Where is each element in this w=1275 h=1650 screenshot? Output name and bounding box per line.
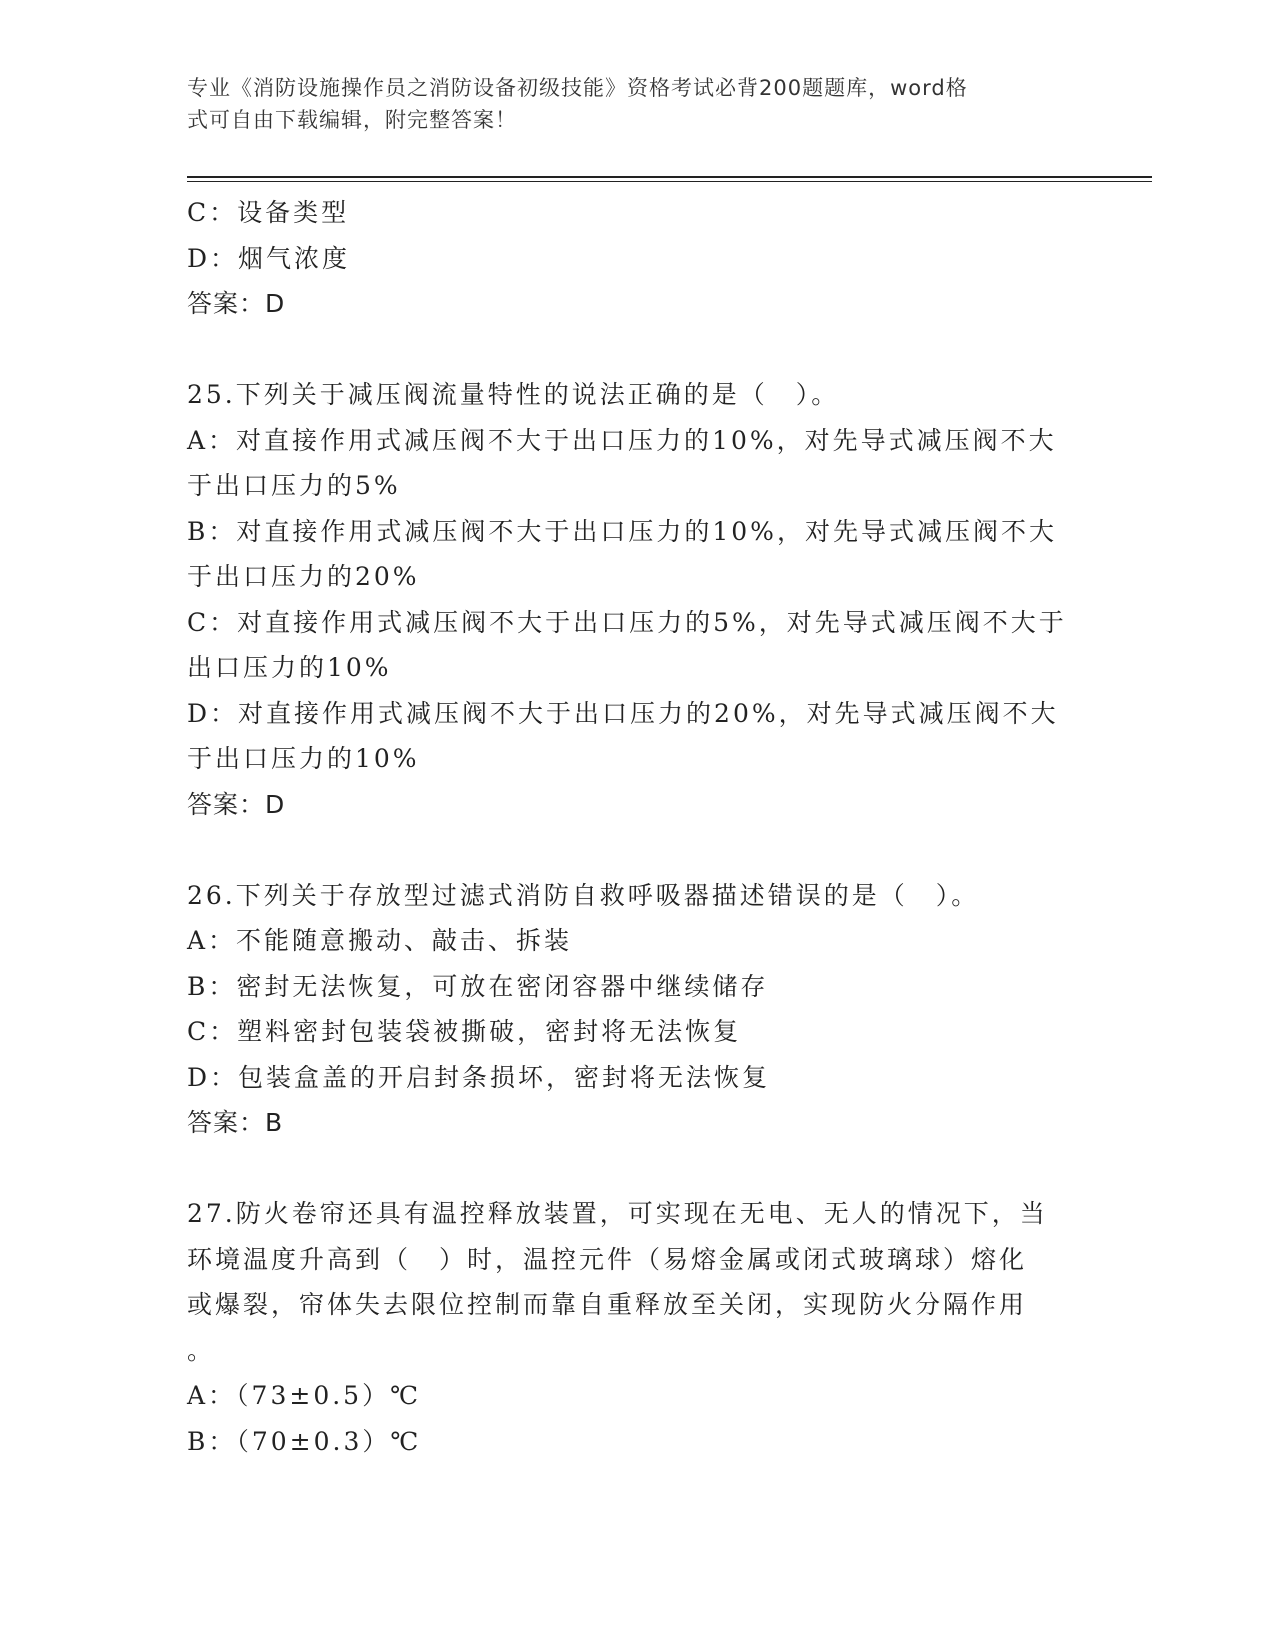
q25-option-a-line-1: A：对直接作用式减压阀不大于出口压力的10%，对先导式减压阀不大 [187,425,1057,455]
q25-option-d-line-2: 于出口压力的10% [187,744,420,773]
question-27 [187,1191,1087,1464]
q27-option-a: A：（73±0.5）℃ [187,1381,422,1410]
document-header [187,72,1067,136]
q26-option-b: B：密封无法恢复，可放在密闭容器中继续储存 [187,971,769,1001]
spacer [187,327,1087,373]
q26-option-d: D：包装盒盖的开启封条损坏，密封将无法恢复 [187,1062,771,1092]
q27-stem-line-3: 或爆裂，帘体失去限位控制而靠自重释放至关闭，实现防火分隔作用 [187,1290,1028,1319]
q25-option-a-line-2: 于出口压力的5% [187,471,401,500]
q24-option-c: C：设备类型 [187,198,350,227]
spacer [187,827,1087,873]
question-24-tail [187,190,1087,327]
q25-option-b-line-1: B：对直接作用式减压阀不大于出口压力的10%，对先导式减压阀不大 [187,516,1057,546]
q25-answer: 答案：D [187,789,286,819]
question-26 [187,873,1087,1146]
q24-option-d: D：烟气浓度 [187,243,351,273]
q26-option-a: A：不能随意搬动、敲击、拆装 [187,926,573,955]
q24-answer: 答案：D [187,289,286,318]
q25-stem: 25.下列关于减压阀流量特性的说法正确的是（ ）。 [187,380,840,409]
header-rule-thin [187,181,1152,182]
q25-option-d-line-1: D：对直接作用式减压阀不大于出口压力的20%，对先导式减压阀不大 [187,698,1059,728]
spacer [187,1146,1087,1192]
q25-option-c-line-1: C：对直接作用式减压阀不大于出口压力的5%，对先导式减压阀不大于 [187,607,1067,637]
header-line-1: 专业《消防设施操作员之消防设备初级技能》资格考试必背200题题库，word格 [187,76,968,100]
q26-option-c: C：塑料密封包装袋被撕破，密封将无法恢复 [187,1017,742,1046]
q27-option-b: B：（70±0.3）℃ [187,1426,422,1456]
q25-option-c-line-2: 出口压力的10% [187,653,392,682]
q26-stem: 26.下列关于存放型过滤式消防自救呼吸器描述错误的是（ ）。 [187,880,980,910]
q26-answer: 答案：B [187,1108,284,1137]
question-25 [187,372,1087,827]
q27-stem-line-1: 27.防火卷帘还具有温控释放装置，可实现在无电、无人的情况下，当 [187,1199,1048,1228]
q27-stem-line-4: 。 [187,1335,216,1365]
q25-option-b-line-2: 于出口压力的20% [187,562,420,591]
question-content [187,190,1087,1464]
q27-stem-line-2: 环境温度升高到（ ）时，温控元件（易熔金属或闭式玻璃球）熔化 [187,1244,1028,1274]
header-rule-thick [187,176,1152,178]
header-line-2: 式可自由下载编辑，附完整答案！ [187,108,517,132]
